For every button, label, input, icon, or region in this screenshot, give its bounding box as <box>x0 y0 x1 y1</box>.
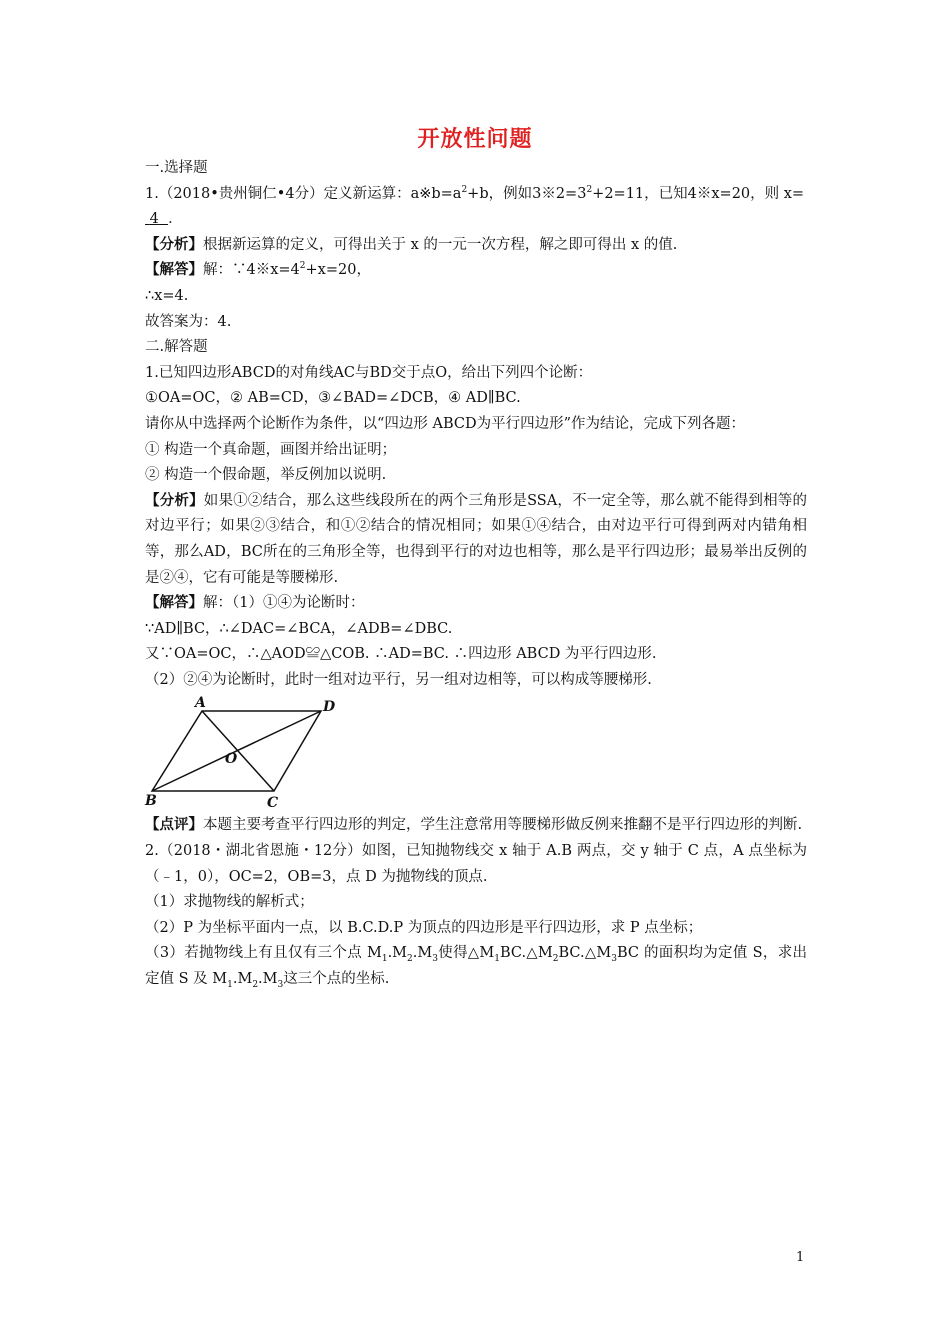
document-body <box>145 156 807 993</box>
solution-line-3: 故答案为：4. <box>145 313 232 330</box>
problem-2-text: 2.（2018・湖北省恩施・12分）如图，已知抛物线交 x 轴于 A.B 两点，交 y 轴于 C 点，A 点坐标为（﹣1，0），OC=2，OB=3，点 D 为抛物线的顶点. <box>145 843 807 885</box>
problem-1-line-3: 请你从中选择两个论断作为条件，以“四边形 ABCD为平行四边形”作为结论，完成下列各题： <box>145 415 746 432</box>
problem-2-part-3: （3）若抛物线上有且仅有三个点 $M_1.M_2.M_3$使得$\triangle M_1BC.\triangle M_2BC.\triangle M_3BC$ 的面积均为定值 S，求出定值 S 及 $M_1.M_2.M_3$这三个点的坐标. <box>145 945 808 990</box>
label-a: A <box>195 695 206 712</box>
section-heading-choice: 一.选择题 <box>145 160 208 176</box>
page-number: 1 <box>796 1250 805 1265</box>
problem-2-part-2: （2）P 为坐标平面内一点，以 B.C.D.P 为顶点的四边形是平行四边形，求 P 点坐标； <box>145 919 703 936</box>
page-title: 开放性问题 <box>417 127 533 152</box>
solution-line-2: ∴x=4. <box>145 287 189 304</box>
problem-1-comment: 【点评】本题主要考查平行四边形的判定，学生注意常用等腰梯形做反例来推翻不是平行四边形的判断. <box>145 817 803 834</box>
solution-line-1: 【解答】解：$\because 4※x=4^2+x=20$， <box>145 261 371 279</box>
analysis-line: 【分析】根据新运算的定义，可得出关于 x 的一元一次方程，解之即可得出 x 的值. <box>145 236 678 253</box>
label-b: B <box>145 793 157 810</box>
label-o: O <box>225 751 238 768</box>
problem-1-analysis: 【分析】如果①②结合，那么这些线段所在的两个三角形是SSA，不一定全等，那么就不能得到相等的对边平行；如果②③结合，和①②结合的情况相同；如果①④结合，由对边平行可得到两对内错角相等，那么AD，BC所在的三角形全等，也得到平行的对边也相等，那么是平行四边形；最易举出反例的是②④，它有可能是等腰梯形. <box>145 492 808 586</box>
question-1-answer: 4 <box>149 211 159 228</box>
section-heading-answer: 二.解答题 <box>145 339 208 356</box>
problem-2-part-1: （1）求抛物线的解析式； <box>145 894 314 911</box>
problem-1-solution-4: （2）②④为论断时，此时一组对边平行，另一组对边相等，可以构成等腰梯形. <box>145 671 652 688</box>
problem-1-solution-3: 又∵OA=OC，∴△AOD≌△COB. ∴AD=BC. ∴四边形 ABCD 为平行四边形. <box>145 646 657 663</box>
problem-1-line-1: 1.已知四边形ABCD的对角线AC与BD交于点O，给出下列四个论断： <box>145 364 593 381</box>
label-c: C <box>267 795 279 812</box>
parallelogram-figure <box>145 695 355 813</box>
question-1-text: 1.（2018•贵州铜仁•4分）定义新运算：$a※b=a^2+b$，例如$3※2=3^2+2=11$，已知4※x=20，则 x= 4 ． <box>145 184 805 228</box>
problem-1-solution-1: 【解答】解：（1）①④为论断时： <box>145 595 365 612</box>
problem-1-line-5: ② 构造一个假命题，举反例加以说明. <box>145 467 387 484</box>
label-d: D <box>323 699 336 716</box>
problem-1-line-2: ①OA=OC，② AB=CD，③∠BAD=∠DCB，④ AD∥BC. <box>145 390 521 407</box>
problem-1-solution-2: ∵AD∥BC，∴∠DAC=∠BCA，∠ADB=∠DBC. <box>145 620 453 637</box>
problem-1-line-4: ① 构造一个真命题，画图并给出证明； <box>145 441 397 458</box>
